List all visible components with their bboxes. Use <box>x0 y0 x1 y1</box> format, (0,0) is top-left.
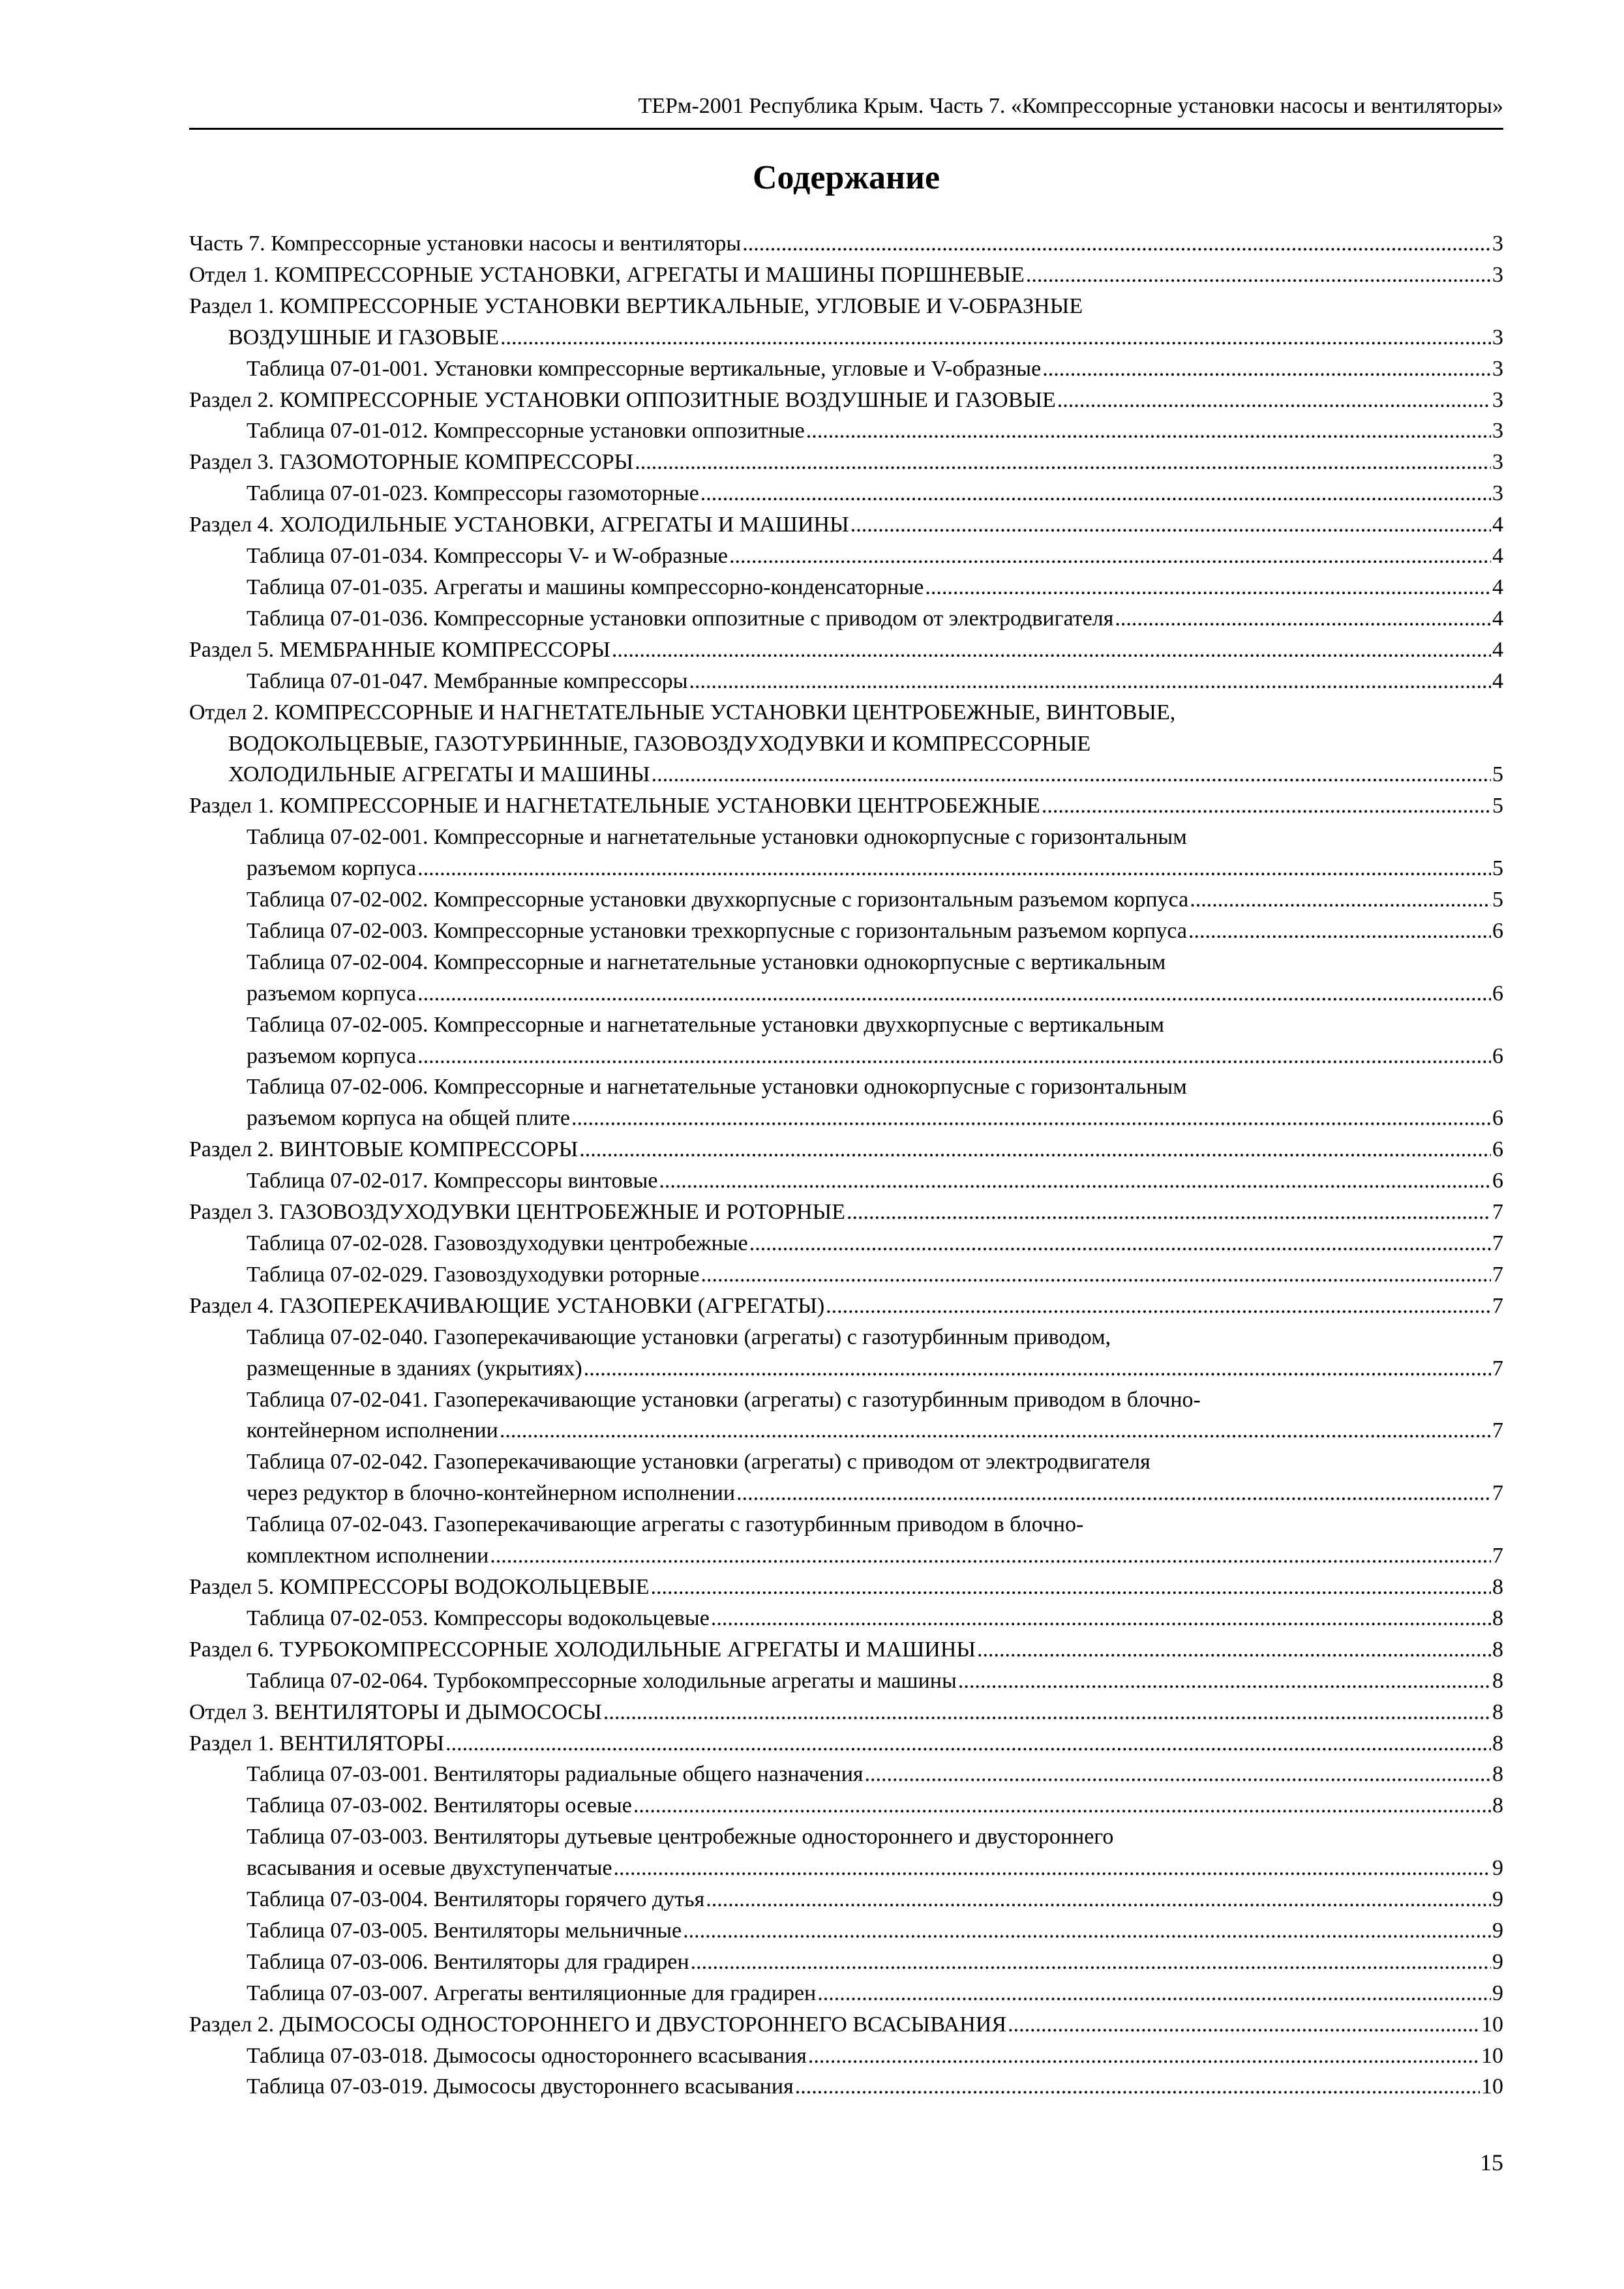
toc-table-entry[interactable] <box>189 1228 1503 1259</box>
toc-section-entry[interactable] <box>189 697 1503 791</box>
dot-leader <box>1190 884 1491 916</box>
toc-section-entry[interactable] <box>189 1572 1503 1603</box>
toc-entry-text: Таблица 07-03-018. Дымососы одностороннего всасывания <box>247 2043 807 2068</box>
toc-table-entry[interactable] <box>189 822 1503 884</box>
toc-entry-text: Таблица 07-02-064. Турбокомпрессорные холодильные агрегаты и машины <box>247 1668 957 1693</box>
dot-leader <box>711 1603 1491 1634</box>
dot-leader <box>1042 790 1491 822</box>
dot-leader <box>691 1947 1491 1978</box>
toc-page-number: 3 <box>1492 387 1503 412</box>
toc-section-entry[interactable] <box>189 1728 1503 1759</box>
dot-leader <box>1008 2009 1480 2041</box>
toc-entry-text: через редуктор в блочно-контейнерном исполнении <box>247 1481 736 1506</box>
toc-page-number: 3 <box>1492 450 1503 475</box>
toc-table-entry[interactable] <box>189 1978 1503 2009</box>
toc-entry-text: Раздел 3. ГАЗОВОЗДУХОДУВКИ ЦЕНТРОБЕЖНЫЕ И РОТОРНЫЕ <box>189 1200 846 1225</box>
toc-section-entry[interactable] <box>189 260 1503 291</box>
toc-table-entry[interactable] <box>189 1322 1503 1384</box>
toc-entry-text: Таблица 07-01-023. Компрессоры газомоторные <box>247 481 699 506</box>
toc-page-number: 3 <box>1492 262 1503 287</box>
toc-entry-text: Таблица 07-03-001. Вентиляторы радиальные общего назначения <box>247 1762 864 1787</box>
toc-page-number: 5 <box>1492 794 1503 818</box>
toc-entry-text: Таблица 07-02-004. Компрессорные и нагнетательные установки однокорпусные с вертикальным <box>247 950 1166 974</box>
toc-section-entry[interactable] <box>189 509 1503 541</box>
toc-entry-text: Таблица 07-01-034. Компрессоры V- и W-образные <box>247 544 729 569</box>
dot-leader <box>445 1728 1491 1759</box>
toc-page-number: 5 <box>1492 856 1503 881</box>
toc-entry-text: Раздел 1. КОМПРЕССОРНЫЕ И НАГНЕТАТЕЛЬНЫЕ УСТАНОВКИ ЦЕНТРОБЕЖНЫЕ <box>189 794 1040 818</box>
toc-page-number: 4 <box>1492 606 1503 631</box>
toc-page-number: 8 <box>1492 1699 1503 1724</box>
dot-leader <box>635 447 1491 478</box>
toc-page-number: 3 <box>1492 481 1503 506</box>
toc-entry-text: Таблица 07-01-035. Агрегаты и машины компрессорно-конденсаторные <box>247 575 924 599</box>
toc-entry-text: Таблица 07-02-006. Компрессорные и нагнетательные установки однокорпусные с горизонтальным <box>247 1075 1187 1100</box>
toc-page-number: 4 <box>1492 637 1503 662</box>
toc-entry-text: Раздел 2. ДЫМОСОСЫ ОДНОСТОРОННЕГО И ДВУСТОРОННЕГО ВСАСЫВАНИЯ <box>189 2012 1007 2037</box>
toc-page-number: 3 <box>1492 232 1503 256</box>
dot-leader <box>614 1853 1491 1884</box>
toc-section-entry[interactable] <box>189 1697 1503 1728</box>
dot-leader <box>659 1165 1491 1197</box>
toc-page-number: 6 <box>1492 918 1503 943</box>
toc-entry-text: Раздел 1. КОМПРЕССОРНЫЕ УСТАНОВКИ ВЕРТИКАЛЬНЫЕ, УГЛОВЫЕ И V-ОБРАЗНЫЕ <box>189 293 1083 318</box>
toc-table-entry[interactable] <box>189 1821 1503 1884</box>
toc-page-number: 7 <box>1492 1481 1503 1506</box>
toc-table-entry[interactable] <box>189 2041 1503 2072</box>
toc-entry-text: Таблица 07-02-005. Компрессорные и нагнетательные установки двухкорпусные с вертикальным <box>247 1012 1164 1037</box>
toc-entry-text: Таблица 07-03-002. Вентиляторы осевые <box>247 1793 632 1818</box>
dot-leader <box>500 1415 1491 1446</box>
toc-table-entry[interactable] <box>189 603 1503 635</box>
toc-table-entry[interactable] <box>189 1165 1503 1197</box>
toc-page-number: 7 <box>1492 1231 1503 1255</box>
toc-entry-text: Таблица 07-02-053. Компрессоры водокольцевые <box>247 1606 710 1630</box>
page-number: 15 <box>1480 2149 1503 2176</box>
toc-section-entry[interactable] <box>189 1134 1503 1165</box>
toc-section-entry[interactable] <box>189 790 1503 822</box>
toc-page-number: 8 <box>1492 1762 1503 1787</box>
toc-table-entry[interactable] <box>189 1509 1503 1572</box>
toc-entry-text: Раздел 5. КОМПРЕССОРЫ ВОДОКОЛЬЦЕВЫЕ <box>189 1574 650 1599</box>
toc-entry-text: Таблица 07-02-041. Газоперекачивающие установки (агрегаты) с газотурбинным приводом в блочно- <box>247 1387 1201 1412</box>
toc-table-entry[interactable] <box>189 1446 1503 1509</box>
toc-page-number: 8 <box>1492 1574 1503 1599</box>
toc-section-entry[interactable] <box>189 385 1503 416</box>
toc-entry-text: Раздел 2. ВИНТОВЫЕ КОМПРЕССОРЫ <box>189 1137 579 1162</box>
dot-leader <box>490 1540 1491 1572</box>
dot-leader <box>736 1478 1491 1509</box>
toc-table-entry[interactable] <box>189 666 1503 697</box>
toc-entry-text: Отдел 3. ВЕНТИЛЯТОРЫ И ДЫМОСОСЫ <box>189 1699 602 1724</box>
toc-entry-text: Таблица 07-02-001. Компрессорные и нагнетательные установки однокорпусные с горизонтальным <box>247 825 1187 850</box>
toc-entry-text: Таблица 07-02-042. Газоперекачивающие установки (агрегаты) с приводом от электродвигателя <box>247 1450 1150 1474</box>
toc-entry-text: ВОДОКОЛЬЦЕВЫЕ, ГАЗОТУРБИННЫЕ, ГАЗОВОЗДУХОДУВКИ И КОМПРЕССОРНЫЕ <box>228 731 1091 756</box>
dot-leader <box>865 1759 1491 1790</box>
toc-entry-text: Таблица 07-02-040. Газоперекачивающие установки (агрегаты) с газотурбинным приводом, <box>247 1324 1111 1349</box>
dot-leader <box>1057 385 1491 416</box>
toc-table-entry[interactable] <box>189 1010 1503 1072</box>
toc-entry-text: Таблица 07-03-007. Агрегаты вентиляционные для градирен <box>247 1981 817 2005</box>
toc-page-number: 6 <box>1492 1137 1503 1162</box>
toc-page-number: 4 <box>1492 668 1503 693</box>
dot-leader <box>742 228 1491 260</box>
toc-entry-text: Отдел 1. КОМПРЕССОРНЫЕ УСТАНОВКИ, АГРЕГАТЫ И МАШИНЫ ПОРШНЕВЫЕ <box>189 262 1025 287</box>
dot-leader <box>795 2071 1480 2102</box>
toc-page-number: 8 <box>1492 1731 1503 1756</box>
dot-leader <box>925 572 1491 603</box>
dot-leader <box>417 978 1491 1010</box>
toc-page-number: 5 <box>1492 762 1503 787</box>
dot-leader <box>571 1103 1491 1134</box>
toc-page-number: 9 <box>1492 1918 1503 1943</box>
toc-page-number: 9 <box>1492 1949 1503 1974</box>
toc-section-entry[interactable] <box>189 1634 1503 1666</box>
toc-page-number: 6 <box>1492 1043 1503 1068</box>
toc-entry-text: Таблица 07-02-017. Компрессоры винтовые <box>247 1169 658 1193</box>
toc-section-entry[interactable] <box>189 291 1503 353</box>
toc-entry-text: Раздел 5. МЕМБРАННЫЕ КОМПРЕССОРЫ <box>189 637 610 662</box>
toc-entry-text: разъемом корпуса на общей плите <box>247 1106 570 1131</box>
toc-entry-text: Таблица 07-02-003. Компрессорные установки трехкорпусные с горизонтальным разъемом корпуса <box>247 918 1187 943</box>
toc-section-entry[interactable] <box>189 635 1503 666</box>
toc-section-entry[interactable] <box>189 1197 1503 1228</box>
dot-leader <box>706 1884 1491 1915</box>
toc-entry-text: Таблица 07-02-043. Газоперекачивающие агрегаты с газотурбинным приводом в блочно- <box>247 1512 1084 1537</box>
dot-leader <box>701 1259 1491 1291</box>
table-of-contents <box>189 228 1503 2102</box>
toc-entry-text: Таблица 07-01-012. Компрессорные установки оппозитные <box>247 419 805 443</box>
dot-leader <box>500 322 1491 353</box>
toc-page-number: 7 <box>1492 1418 1503 1443</box>
dot-leader <box>683 1915 1491 1947</box>
toc-entry-text: разъемом корпуса <box>247 1043 417 1068</box>
toc-entry-text: разъемом корпуса <box>247 856 417 881</box>
dot-leader <box>579 1134 1491 1165</box>
toc-table-entry[interactable] <box>189 1384 1503 1447</box>
dot-leader <box>1026 260 1491 291</box>
dot-leader <box>817 1978 1491 2009</box>
toc-entry-text: Раздел 3. ГАЗОМОТОРНЫЕ КОМПРЕССОРЫ <box>189 450 634 475</box>
toc-entry-text: Отдел 2. КОМПРЕССОРНЫЕ И НАГНЕТАТЕЛЬНЫЕ УСТАНОВКИ ЦЕНТРОБЕЖНЫЕ, ВИНТОВЫЕ, <box>189 700 1176 725</box>
toc-entry-text: Таблица 07-03-003. Вентиляторы дутьевые центробежные одностороннего и двустороннего <box>247 1825 1114 1849</box>
toc-entry-text: Часть 7. Компрессорные установки насосы и вентиляторы <box>189 232 742 256</box>
toc-section-entry[interactable] <box>189 447 1503 478</box>
dot-leader <box>417 853 1491 884</box>
toc-page-number: 6 <box>1492 1169 1503 1193</box>
dot-leader <box>689 666 1491 697</box>
dot-leader <box>612 635 1491 666</box>
toc-entry-text: Таблица 07-03-006. Вентиляторы для градирен <box>247 1949 689 1974</box>
toc-page-number: 6 <box>1492 1106 1503 1131</box>
toc-entry-text: Раздел 4. ХОЛОДИЛЬНЫЕ УСТАНОВКИ, АГРЕГАТЫ И МАШИНЫ <box>189 513 849 537</box>
dot-leader <box>847 1197 1491 1228</box>
toc-page-number: 7 <box>1492 1293 1503 1318</box>
toc-page-number: 8 <box>1492 1793 1503 1818</box>
toc-entry-text: Таблица 07-01-047. Мембранные компрессоры <box>247 668 688 693</box>
toc-entry-text: комплектном исполнении <box>247 1544 489 1568</box>
toc-section-entry[interactable] <box>189 2009 1503 2041</box>
toc-entry-text: Таблица 07-03-005. Вентиляторы мельничные <box>247 1918 682 1943</box>
toc-page-number: 7 <box>1492 1200 1503 1225</box>
dot-leader <box>584 1353 1491 1384</box>
toc-page-number: 10 <box>1481 2012 1503 2037</box>
toc-page-number: 8 <box>1492 1637 1503 1662</box>
dot-leader <box>700 478 1491 509</box>
toc-entry-text: разъемом корпуса <box>247 981 417 1006</box>
toc-page-number: 9 <box>1492 1856 1503 1881</box>
toc-page-number: 7 <box>1492 1544 1503 1568</box>
dot-leader <box>977 1634 1491 1666</box>
toc-entry-text: Раздел 1. ВЕНТИЛЯТОРЫ <box>189 1731 445 1756</box>
toc-entry-text: размещенные в зданиях (укрытиях) <box>247 1356 582 1381</box>
toc-table-entry[interactable] <box>189 1884 1503 1915</box>
toc-section-entry[interactable] <box>189 1291 1503 1322</box>
toc-table-entry[interactable] <box>189 1915 1503 1947</box>
toc-table-entry[interactable] <box>189 415 1503 447</box>
toc-page-number: 3 <box>1492 356 1503 381</box>
dot-leader <box>652 759 1491 790</box>
toc-table-entry[interactable] <box>189 541 1503 572</box>
toc-table-entry[interactable] <box>189 916 1503 947</box>
dot-leader <box>633 1790 1491 1821</box>
toc-page-number: 3 <box>1492 419 1503 443</box>
toc-entry-text: Таблица 07-01-001. Установки компрессорные вертикальные, угловые и V-образные <box>247 356 1042 381</box>
toc-entry-text: ХОЛОДИЛЬНЫЕ АГРЕГАТЫ И МАШИНЫ <box>228 762 650 787</box>
dot-leader <box>826 1291 1491 1322</box>
header-rule <box>189 128 1503 130</box>
toc-entry-text: ВОЗДУШНЫЕ И ГАЗОВЫЕ <box>228 325 500 350</box>
dot-leader <box>1042 353 1491 385</box>
dot-leader <box>603 1697 1491 1728</box>
toc-table-entry[interactable] <box>189 572 1503 603</box>
toc-entry-text: Таблица 07-02-029. Газовоздуходувки роторные <box>247 1262 700 1287</box>
toc-entry-text: Раздел 6. ТУРБОКОМПРЕССОРНЫЕ ХОЛОДИЛЬНЫЕ АГРЕГАТЫ И МАШИНЫ <box>189 1637 976 1662</box>
toc-page-number: 7 <box>1492 1262 1503 1287</box>
toc-table-entry[interactable] <box>189 1759 1503 1790</box>
toc-page-number: 9 <box>1492 1981 1503 2005</box>
toc-page-number: 4 <box>1492 575 1503 599</box>
toc-table-entry[interactable] <box>189 2071 1503 2102</box>
dot-leader <box>417 1041 1491 1072</box>
toc-page-number: 9 <box>1492 1887 1503 1912</box>
toc-page-number: 6 <box>1492 981 1503 1006</box>
toc-entry-text: контейнерном исполнении <box>247 1418 498 1443</box>
toc-page-number: 4 <box>1492 544 1503 569</box>
toc-entry-text: всасывания и осевые двухступенчатые <box>247 1856 612 1881</box>
toc-page-number: 3 <box>1492 325 1503 350</box>
toc-table-entry[interactable] <box>189 353 1503 385</box>
toc-entry-text: Таблица 07-02-028. Газовоздуходувки центробежные <box>247 1231 748 1255</box>
dot-leader <box>650 1572 1491 1603</box>
toc-entry-text: Таблица 07-03-004. Вентиляторы горячего дутья <box>247 1887 705 1912</box>
toc-page-number: 4 <box>1492 513 1503 537</box>
toc-table-entry[interactable] <box>189 884 1503 916</box>
toc-table-entry[interactable] <box>189 1790 1503 1821</box>
toc-entry-text: Раздел 2. КОМПРЕССОРНЫЕ УСТАНОВКИ ОППОЗИТНЫЕ ВОЗДУШНЫЕ И ГАЗОВЫЕ <box>189 387 1056 412</box>
dot-leader <box>850 509 1491 541</box>
running-head: ТЕРм-2001 Республика Крым. Часть 7. «Компрессорные установки насосы и вентиляторы» <box>638 94 1503 118</box>
toc-page-number: 8 <box>1492 1668 1503 1693</box>
toc-page-number: 10 <box>1481 2043 1503 2068</box>
dot-leader <box>729 541 1491 572</box>
toc-table-entry[interactable] <box>189 478 1503 509</box>
toc-entry-text: Таблица 07-02-002. Компрессорные установки двухкорпусные с горизонтальным разъемом корпуса <box>247 888 1189 912</box>
toc-entry-text: Раздел 4. ГАЗОПЕРЕКАЧИВАЮЩИЕ УСТАНОВКИ (АГРЕГАТЫ) <box>189 1293 825 1318</box>
toc-table-entry[interactable] <box>189 947 1503 1010</box>
toc-page-number: 5 <box>1492 888 1503 912</box>
toc-page-number: 8 <box>1492 1606 1503 1630</box>
toc-table-entry[interactable] <box>189 1947 1503 1978</box>
toc-entry-text: Таблица 07-03-019. Дымососы двустороннего всасывания <box>247 2074 794 2099</box>
dot-leader <box>749 1228 1491 1259</box>
toc-table-entry[interactable] <box>189 1603 1503 1634</box>
toc-page-number: 7 <box>1492 1356 1503 1381</box>
toc-table-entry[interactable] <box>189 1259 1503 1291</box>
dot-leader <box>1188 916 1491 947</box>
dot-leader <box>958 1666 1491 1697</box>
dot-leader <box>808 2041 1480 2072</box>
dot-leader <box>1115 603 1491 635</box>
toc-section-entry[interactable] <box>189 228 1503 260</box>
toc-page-number: 10 <box>1481 2074 1503 2099</box>
toc-table-entry[interactable] <box>189 1666 1503 1697</box>
toc-entry-text: Таблица 07-01-036. Компрессорные установки оппозитные с приводом от электродвигателя <box>247 606 1114 631</box>
toc-table-entry[interactable] <box>189 1071 1503 1134</box>
dot-leader <box>806 415 1491 447</box>
page-title: Содержание <box>752 159 940 196</box>
